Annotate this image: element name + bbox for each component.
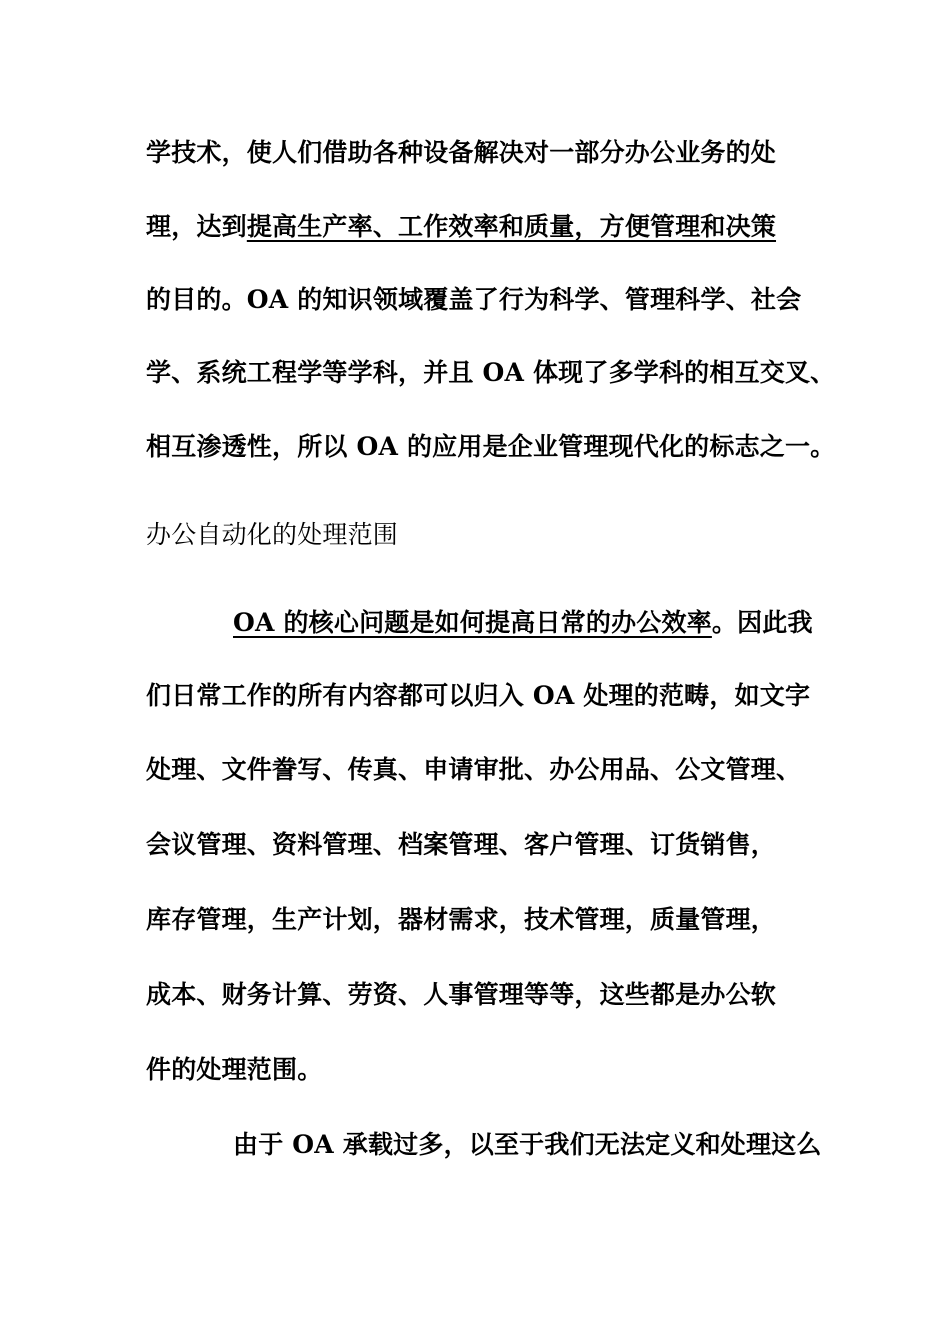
paragraph-line: [233, 1130, 822, 1160]
paragraph-line: [146, 830, 776, 860]
text-run: 们日常工作的所有内容都可以归入 OA 处理的范畴，如文字: [146, 681, 811, 710]
text-run: 成本、财务计算、劳资、人事管理等等，这些都是办公软: [146, 980, 777, 1009]
text-run: 处理、文件誊写、传真、申请审批、办公用品、公文管理、: [146, 755, 802, 784]
text-run: 学、系统工程学等学科，并且 OA 体现了多学科的相互交叉、: [146, 358, 836, 387]
paragraph-line: [146, 980, 776, 1010]
text-run: 库存管理，生产计划，器材需求，技术管理，质量管理，: [146, 905, 777, 934]
text-run: 的目的。OA 的知识领域覆盖了行为科学、管理科学、社会: [146, 285, 802, 314]
paragraph-line: [146, 1055, 322, 1085]
paragraph-line: [146, 285, 801, 315]
text-run: 会议管理、资料管理、档案管理、客户管理、订货销售，: [146, 830, 777, 859]
paragraph-line: [146, 432, 835, 462]
paragraph-line: [146, 358, 835, 388]
underlined-text-run: 提高生产率、工作效率和质量，方便管理和决策: [246, 212, 777, 241]
section-heading: [146, 520, 398, 550]
text-run: 理，达到: [146, 212, 247, 241]
paragraph-line: [146, 138, 776, 168]
underlined-text-run: OA 的核心问题是如何提高日常的办公效率: [233, 608, 712, 637]
paragraph-line: [146, 212, 776, 242]
text-run: 由于 OA 承载过多，以至于我们无法定义和处理这么: [233, 1130, 822, 1159]
paragraph-line: [146, 755, 801, 785]
text-run: 相互渗透性，所以 OA 的应用是企业管理现代化的标志之一。: [146, 432, 836, 461]
section-heading-text: 办公自动化的处理范围: [146, 520, 399, 549]
text-run: 。因此我: [711, 608, 813, 637]
paragraph-line: [146, 905, 776, 935]
text-run: 学技术，使人们借助各种设备解决对一部分办公业务的处: [146, 138, 777, 167]
paragraph-line: [146, 681, 810, 711]
paragraph-line: [233, 608, 813, 638]
text-run: 件的处理范围。: [146, 1055, 323, 1084]
